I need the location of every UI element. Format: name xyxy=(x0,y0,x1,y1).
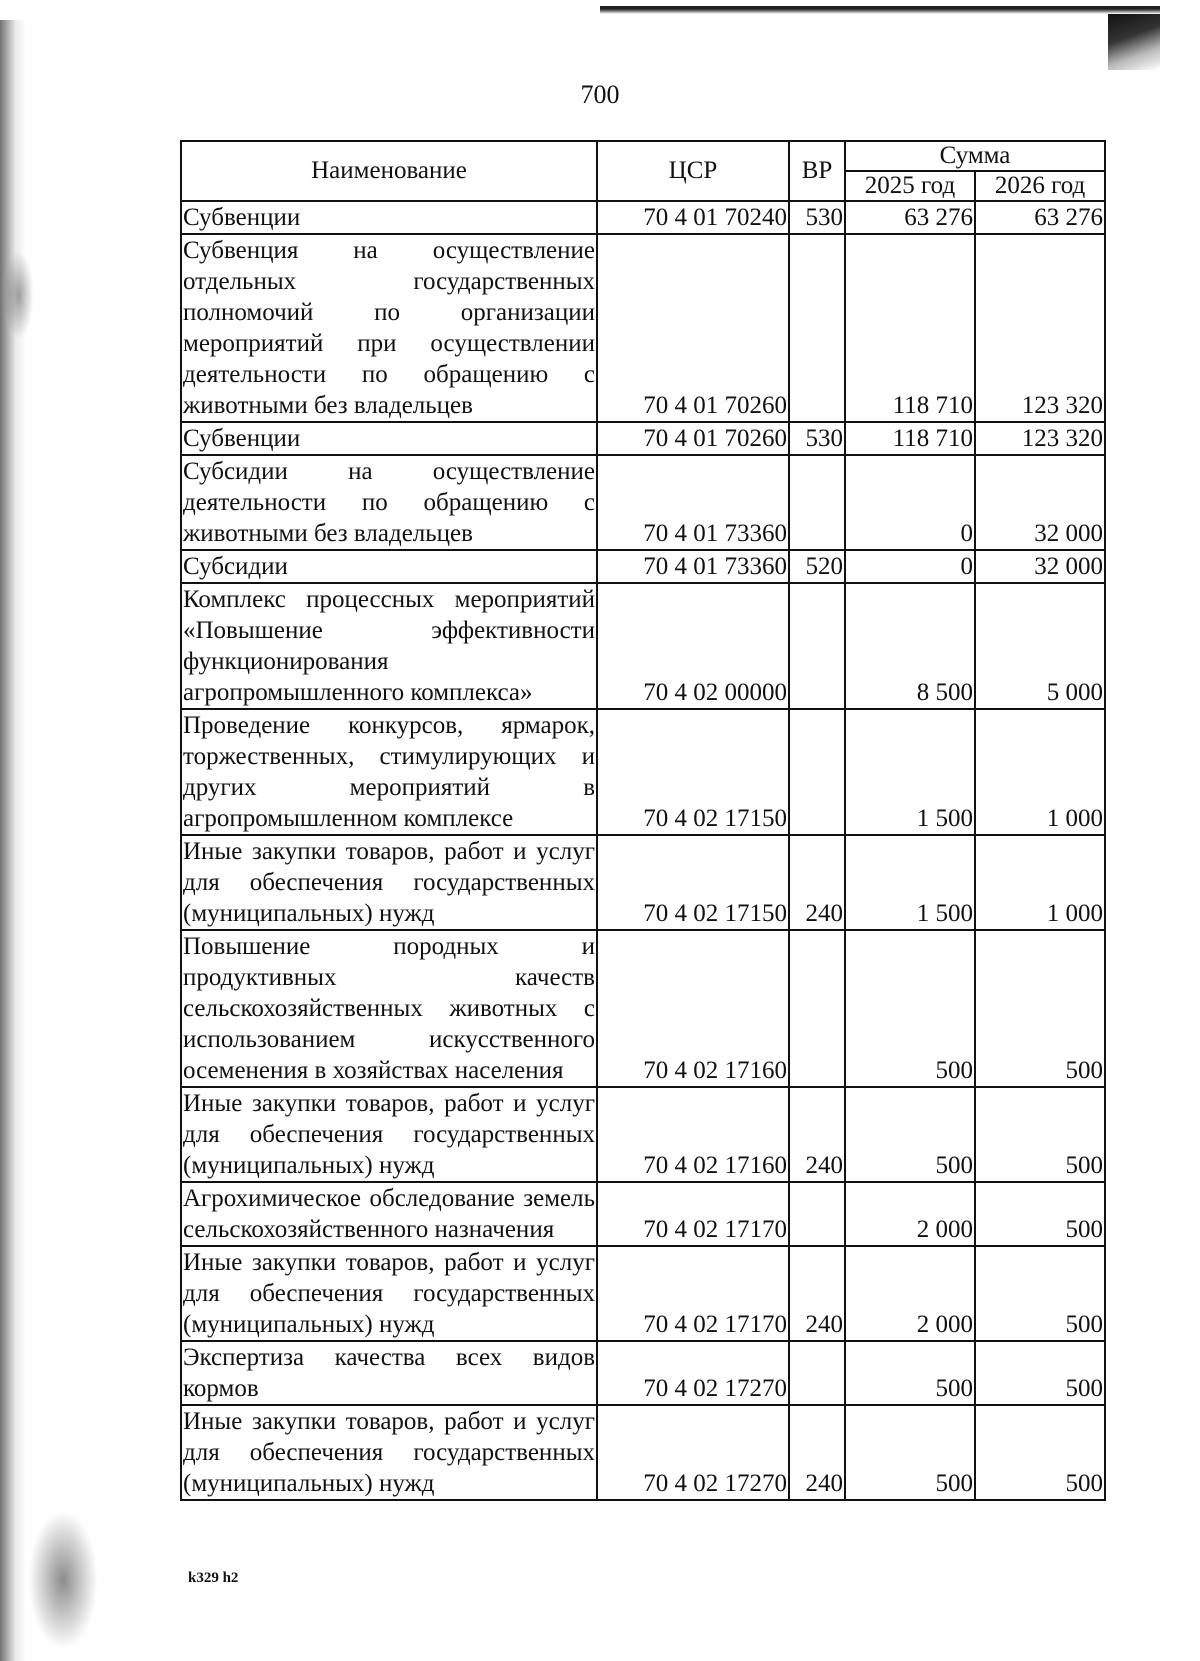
row-csr-cell: 70 4 02 00000 xyxy=(597,583,789,709)
row-csr-cell: 70 4 02 17270 xyxy=(597,1341,789,1405)
table-row xyxy=(181,455,1105,550)
row-csr-cell: 70 4 02 17150 xyxy=(597,709,789,835)
table-row xyxy=(181,1341,1105,1405)
header-sum: Сумма xyxy=(845,141,1105,171)
table-row xyxy=(181,1182,1105,1246)
row-sum-2025-cell: 8 500 xyxy=(845,583,975,709)
row-csr-cell: 70 4 01 73360 xyxy=(597,550,789,583)
row-sum-2025-cell: 500 xyxy=(845,1405,975,1500)
row-sum-2026-cell: 32 000 xyxy=(975,455,1105,550)
row-name-cell: Субвенции xyxy=(181,422,597,455)
row-sum-2026-cell: 500 xyxy=(975,930,1105,1087)
table-header-row xyxy=(181,141,1105,171)
row-name-cell: Агрохимическое обследование земель сельскохозяйственного назначения xyxy=(181,1182,597,1246)
row-sum-2025-cell: 0 xyxy=(845,455,975,550)
row-vr-cell xyxy=(789,455,845,550)
row-sum-2026-cell: 1 000 xyxy=(975,709,1105,835)
row-vr-cell: 240 xyxy=(789,1087,845,1182)
row-csr-cell: 70 4 02 17270 xyxy=(597,1405,789,1500)
row-vr-cell xyxy=(789,234,845,422)
row-name-cell: Субсидии xyxy=(181,550,597,583)
row-sum-2026-cell: 63 276 xyxy=(975,201,1105,234)
table-row xyxy=(181,422,1105,455)
header-name: Наименование xyxy=(181,141,597,201)
row-name-cell: Проведение конкурсов, ярмарок, торжественных, стимулирующих и других мероприятий в агропромышленном комплексе xyxy=(181,709,597,835)
table-row xyxy=(181,835,1105,930)
scan-edge-top xyxy=(600,6,1160,14)
header-vr: ВР xyxy=(789,141,845,201)
scan-corner-shadow xyxy=(1108,14,1160,70)
header-year-2026: 2026 год xyxy=(975,171,1105,201)
table-row xyxy=(181,201,1105,234)
row-vr-cell: 520 xyxy=(789,550,845,583)
table-row xyxy=(181,1405,1105,1500)
row-name-cell: Иные закупки товаров, работ и услуг для обеспечения государственных (муниципальных) нужд xyxy=(181,835,597,930)
row-vr-cell: 240 xyxy=(789,835,845,930)
table-row xyxy=(181,930,1105,1087)
row-vr-cell: 240 xyxy=(789,1246,845,1341)
row-csr-cell: 70 4 02 17170 xyxy=(597,1182,789,1246)
row-name-cell: Субсидии на осуществление деятельности по обращению с животными без владельцев xyxy=(181,455,597,550)
header-csr: ЦСР xyxy=(597,141,789,201)
row-name-cell: Иные закупки товаров, работ и услуг для обеспечения государственных (муниципальных) нужд xyxy=(181,1246,597,1341)
budget-table xyxy=(180,140,1106,1501)
row-sum-2026-cell: 5 000 xyxy=(975,583,1105,709)
scan-blot xyxy=(4,250,34,340)
row-csr-cell: 70 4 02 17160 xyxy=(597,930,789,1087)
table-row xyxy=(181,1246,1105,1341)
footer-code: k329 h2 xyxy=(188,1570,239,1586)
row-sum-2026-cell: 500 xyxy=(975,1087,1105,1182)
row-vr-cell xyxy=(789,1182,845,1246)
row-vr-cell: 530 xyxy=(789,201,845,234)
row-name-cell: Субвенция на осуществление отдельных государственных полномочий по организации мероприятий при осуществлении деятельности по обращению с животными без владельцев xyxy=(181,234,597,422)
row-sum-2025-cell: 1 500 xyxy=(845,835,975,930)
row-sum-2026-cell: 123 320 xyxy=(975,234,1105,422)
row-sum-2025-cell: 2 000 xyxy=(845,1182,975,1246)
row-sum-2025-cell: 500 xyxy=(845,1341,975,1405)
row-sum-2025-cell: 118 710 xyxy=(845,422,975,455)
row-vr-cell xyxy=(789,583,845,709)
table-row xyxy=(181,234,1105,422)
row-sum-2026-cell: 500 xyxy=(975,1341,1105,1405)
row-name-cell: Комплекс процессных мероприятий «Повышение эффективности функционирования агропромышленного комплекса» xyxy=(181,583,597,709)
row-sum-2025-cell: 63 276 xyxy=(845,201,975,234)
row-sum-2026-cell: 123 320 xyxy=(975,422,1105,455)
row-name-cell: Повышение породных и продуктивных качеств сельскохозяйственных животных с использованием искусственного осеменения в хозяйствах населения xyxy=(181,930,597,1087)
row-sum-2025-cell: 500 xyxy=(845,1087,975,1182)
row-vr-cell xyxy=(789,709,845,835)
row-csr-cell: 70 4 02 17170 xyxy=(597,1246,789,1341)
table-body xyxy=(181,201,1105,1500)
row-vr-cell: 530 xyxy=(789,422,845,455)
table-row xyxy=(181,550,1105,583)
row-csr-cell: 70 4 01 73360 xyxy=(597,455,789,550)
row-sum-2025-cell: 0 xyxy=(845,550,975,583)
row-sum-2025-cell: 118 710 xyxy=(845,234,975,422)
row-sum-2025-cell: 500 xyxy=(845,930,975,1087)
row-csr-cell: 70 4 02 17150 xyxy=(597,835,789,930)
row-sum-2026-cell: 500 xyxy=(975,1246,1105,1341)
row-sum-2026-cell: 500 xyxy=(975,1182,1105,1246)
row-vr-cell xyxy=(789,930,845,1087)
row-name-cell: Экспертиза качества всех видов кормов xyxy=(181,1341,597,1405)
row-name-cell: Иные закупки товаров, работ и услуг для обеспечения государственных (муниципальных) нужд xyxy=(181,1405,597,1500)
row-sum-2026-cell: 1 000 xyxy=(975,835,1105,930)
row-sum-2026-cell: 500 xyxy=(975,1405,1105,1500)
table-row xyxy=(181,583,1105,709)
table-row xyxy=(181,709,1105,835)
row-name-cell: Субвенции xyxy=(181,201,597,234)
row-sum-2025-cell: 1 500 xyxy=(845,709,975,835)
row-vr-cell: 240 xyxy=(789,1405,845,1500)
row-csr-cell: 70 4 01 70260 xyxy=(597,234,789,422)
page-number: 700 xyxy=(580,80,620,109)
row-csr-cell: 70 4 02 17160 xyxy=(597,1087,789,1182)
table-row xyxy=(181,1087,1105,1182)
row-csr-cell: 70 4 01 70240 xyxy=(597,201,789,234)
row-csr-cell: 70 4 01 70260 xyxy=(597,422,789,455)
row-sum-2026-cell: 32 000 xyxy=(975,550,1105,583)
row-vr-cell xyxy=(789,1341,845,1405)
header-year-2025: 2025 год xyxy=(845,171,975,201)
row-sum-2025-cell: 2 000 xyxy=(845,1246,975,1341)
scan-blot xyxy=(28,1510,98,1650)
row-name-cell: Иные закупки товаров, работ и услуг для обеспечения государственных (муниципальных) нужд xyxy=(181,1087,597,1182)
